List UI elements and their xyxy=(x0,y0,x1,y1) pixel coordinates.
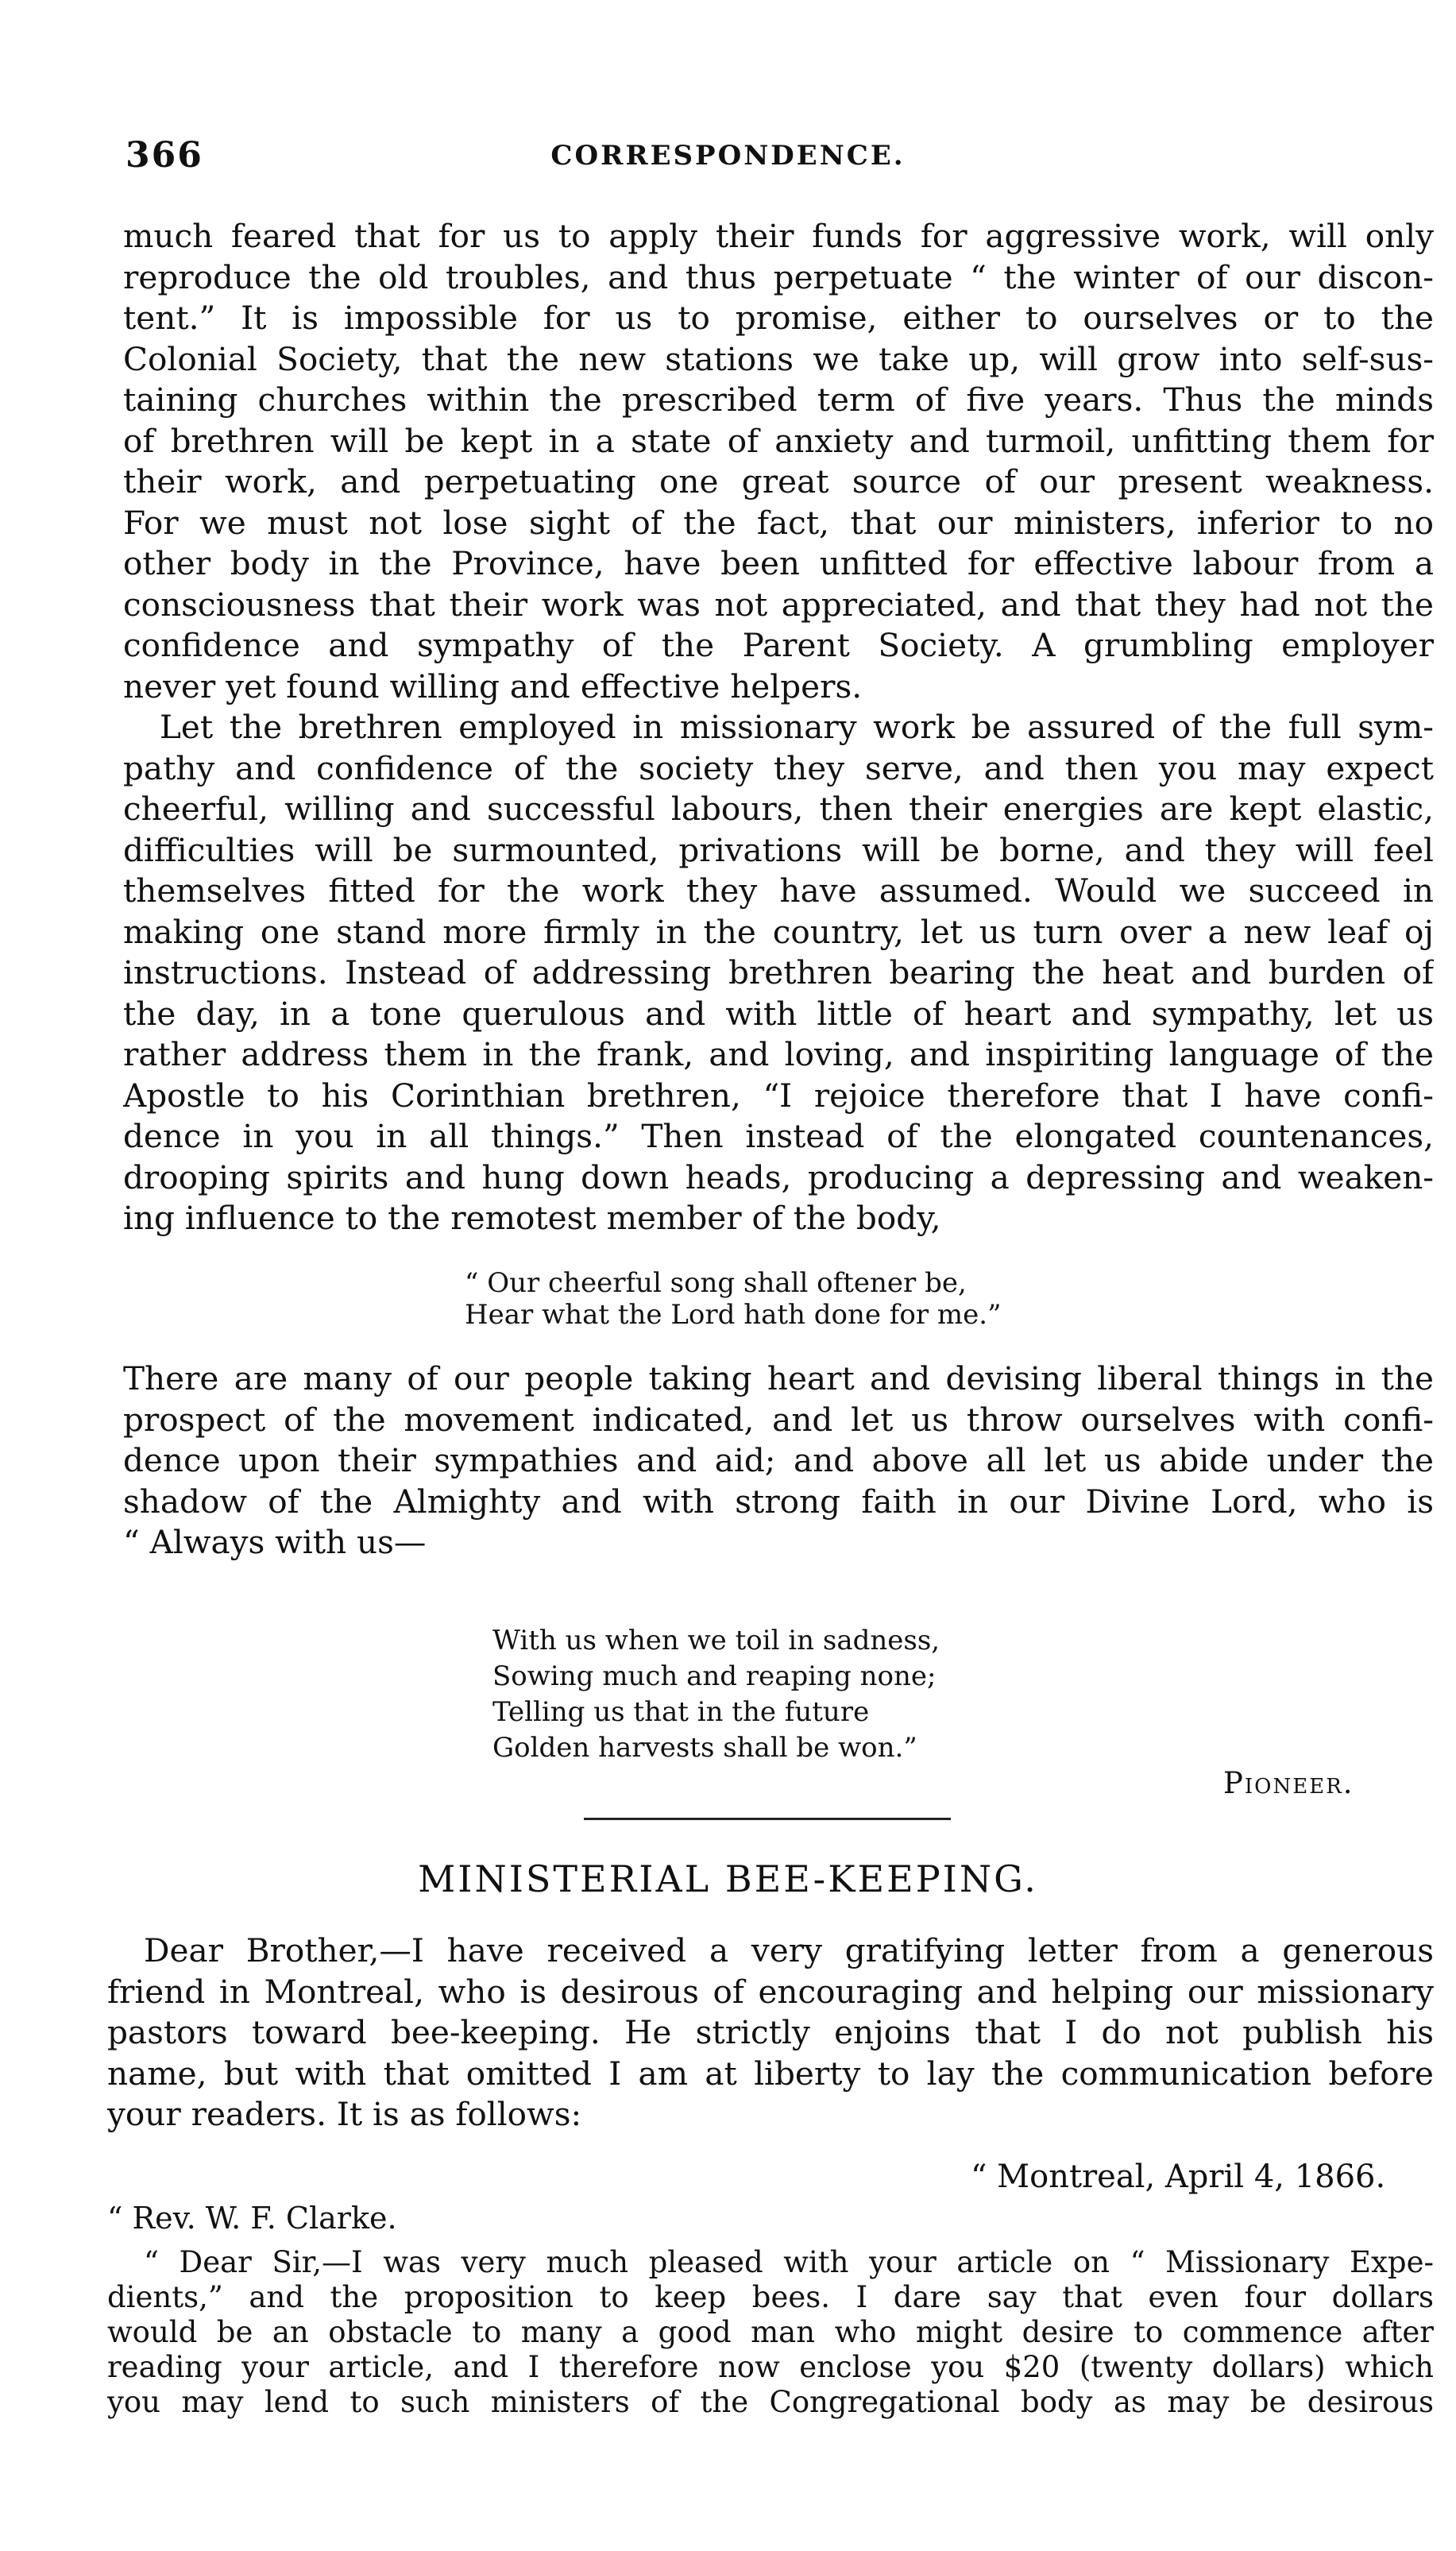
text-line: There are many of our people taking heart and devising liberal things in the xyxy=(123,1359,1434,1397)
text-line: much feared that for us to apply their funds for aggressive work, will only xyxy=(123,217,1434,255)
section-divider xyxy=(584,1818,951,1820)
verse-line: With us when we toil in sadness, xyxy=(492,1625,940,1656)
text-line: cheerful, willing and successful labours, then their energies are kept elastic, xyxy=(123,790,1434,828)
text-line: reproduce the old troubles, and thus perpetuate “ the winter of our discon- xyxy=(123,257,1434,296)
text-line: your readers. It is as follows: xyxy=(107,2095,582,2133)
text-line: of brethren will be kept in a state of anxiety and turmoil, unfitting them for xyxy=(123,421,1434,460)
text-line: pastors toward bee-keeping. He strictly enjoins that I do not publish his xyxy=(107,2013,1434,2051)
text-line: would be an obstacle to many a good man who might desire to commence after xyxy=(107,2315,1434,2349)
text-line: reading your article, and I therefore now enclose you $20 (twenty dollars) which xyxy=(107,2350,1434,2384)
running-title: CORRESPONDENCE. xyxy=(550,140,906,172)
paragraph-4 xyxy=(107,1931,1434,2135)
text-line: making one stand more firmly in the country, let us turn over a new leaf oj xyxy=(123,912,1434,951)
text-line: confidence and sympathy of the Parent Society. A grumbling employer xyxy=(123,626,1434,664)
text-line: you may lend to such ministers of the Congregational body as may be desirous xyxy=(107,2385,1434,2419)
text-line: friend in Montreal, who is desirous of encouraging and helping our missionary xyxy=(107,1972,1434,2011)
text-line: shadow of the Almighty and with strong faith in our Divine Lord, who is xyxy=(123,1482,1434,1521)
verse-quote-1 xyxy=(465,1267,1001,1331)
text-line: rather address them in the frank, and loving, and inspiriting language of the xyxy=(123,1035,1434,1073)
text-line: dence in you in all things.” Then instead of the elongated countenances, xyxy=(123,1117,1434,1155)
page-number: 366 xyxy=(126,135,203,176)
text-line: “ Always with us— xyxy=(123,1523,427,1561)
text-line: consciousness that their work was not appreciated, and that they had not the xyxy=(123,585,1434,624)
text-line: drooping spirits and hung down heads, producing a depressing and weaken- xyxy=(123,1158,1434,1196)
text-line: taining churches within the prescribed term of five years. Thus the minds xyxy=(123,381,1434,419)
text-line: For we must not lose sight of the fact, that our ministers, inferior to no xyxy=(123,503,1434,542)
paragraph-5 xyxy=(107,2245,1434,2420)
verse-quote-2 xyxy=(492,1623,940,1766)
text-line: the day, in a tone querulous and with little of heart and sympathy, let us xyxy=(123,994,1434,1033)
text-line: Let the brethren employed in missionary work be assured of the full sym- xyxy=(160,708,1434,746)
verse-line: Telling us that in the future xyxy=(492,1696,870,1728)
verse-line: Golden harvests shall be won.” xyxy=(492,1732,917,1764)
text-line: other body in the Province, have been unfitted for effective labour from a xyxy=(123,544,1434,582)
text-line: difficulties will be surmounted, privations will be borne, and they will feel xyxy=(123,830,1434,869)
verse-line: Hear what the Lord hath done for me.” xyxy=(465,1299,1002,1331)
text-line: tent.” It is impossible for us to promise, either to ourselves or to the xyxy=(123,299,1434,337)
verse-line: Sowing much and reaping none; xyxy=(492,1660,937,1692)
text-line: themselves fitted for the work they have assumed. Would we succeed in xyxy=(123,872,1434,910)
text-line: Apostle to his Corinthian brethren, “I rejoice therefore that I have confi- xyxy=(123,1076,1434,1115)
text-line: ing influence to the remotest member of the body, xyxy=(123,1199,941,1237)
text-line: dence upon their sympathies and aid; and above all let us abide under the xyxy=(123,1441,1434,1479)
paragraph-1 xyxy=(123,216,1434,707)
text-line: “ Dear Sir,—I was very much pleased with your article on “ Missionary Expe- xyxy=(144,2245,1434,2279)
text-line: Colonial Society, that the new stations we take up, will grow into self-sus- xyxy=(123,339,1434,378)
verse-line: “ Our cheerful song shall oftener be, xyxy=(465,1267,967,1299)
text-line: Dear Brother,—I have received a very gratifying letter from a generous xyxy=(144,1931,1434,1969)
text-line: prospect of the movement indicated, and let us throw ourselves with confi- xyxy=(123,1400,1434,1439)
text-line: dients,” and the proposition to keep bees. I dare say that even four dollars xyxy=(107,2280,1434,2314)
text-line: pathy and confidence of the society they serve, and then you may expect xyxy=(123,748,1434,787)
paragraph-2 xyxy=(123,707,1434,1239)
section-title: MINISTERIAL BEE-KEEPING. xyxy=(418,1857,1038,1900)
letter-dateline: “ Montreal, April 4, 1866. xyxy=(971,2159,1386,2195)
text-line: instructions. Instead of addressing brethren bearing the heat and burden of xyxy=(123,953,1434,991)
paragraph-3 xyxy=(123,1359,1434,1563)
letter-salutation: “ Rev. W. F. Clarke. xyxy=(107,2201,397,2236)
text-line: name, but with that omitted I am at liberty to lay the communication before xyxy=(107,2054,1434,2093)
signature: Pioneer. xyxy=(1223,1766,1354,1800)
text-line: never yet found willing and effective helpers. xyxy=(123,667,863,705)
text-line: their work, and perpetuating one great source of our present weakness. xyxy=(123,462,1434,501)
